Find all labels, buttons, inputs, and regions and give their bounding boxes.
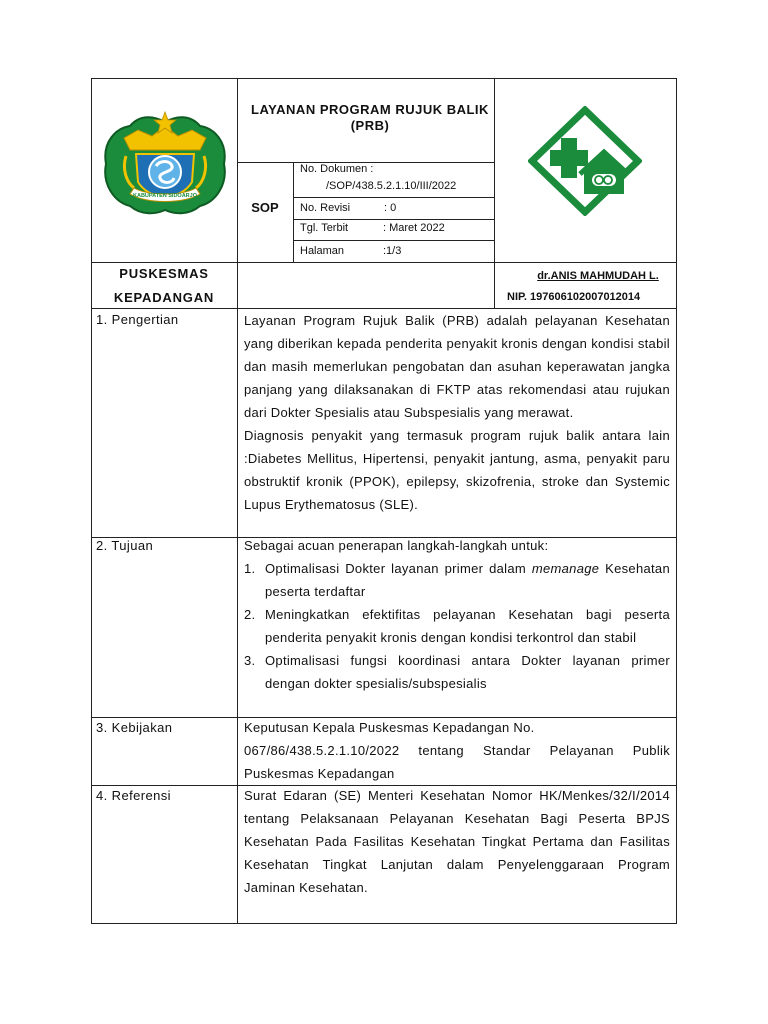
section-content-kebijakan <box>244 716 670 785</box>
list-item-text: Meningkatkan efektifitas pelayanan Kesehatan bagi peserta penderita penyakit kronis dengan kondisi terkontrol dan stabil <box>265 607 670 645</box>
section-content-referensi <box>244 784 670 899</box>
list-item-number: 2. <box>244 607 256 622</box>
section-label-tujuan: 2. Tujuan <box>96 538 154 553</box>
row-divider-2 <box>293 219 494 220</box>
puskesmas-logo-icon <box>528 106 642 216</box>
no-dokumen-label: No. Dokumen : <box>300 163 374 175</box>
kabupaten-sidoarjo-emblem-icon <box>96 108 234 220</box>
signatory-nip: NIP. 197606102007012014 <box>507 291 641 303</box>
list-item-text: Optimalisasi Dokter layanan primer dalam memanage Kesehatan peserta terdaftar <box>265 561 670 599</box>
italic-term: memanage <box>531 561 600 576</box>
list-item <box>244 557 670 603</box>
section-label-referensi: 4. Referensi <box>96 788 171 803</box>
no-revisi-label: No. Revisi <box>300 202 351 214</box>
puskesmas-name-line1: PUSKESMAS <box>119 266 209 281</box>
puskesmas-name-line2: KEPADANGAN <box>113 290 215 305</box>
pengertian-paragraph-2: Diagnosis penyakit yang termasuk program rujuk balik antara lain :Diabetes Mellitus, Hipertensi, penyakit jantung, asma, penyakit paru obstruktif kronik (PPOK), epilepsy, skizofrenia, stroke dan Systemic Lupus Erythematosus (SLE). <box>244 428 670 512</box>
referensi-text: Surat Edaran (SE) Menteri Kesehatan Nomor HK/Menkes/32/I/2014 tentang Pelaksanaan Pelayanan Kesehatan Bagi Peserta BPJS Kesehatan Pada Fasilitas Kesehatan Tingkat Pertama dan Fasilitas Kesehatan Tingkat Lanjutan dalam Penyelenggaraan Program Jaminan Kesehatan. <box>244 788 670 895</box>
signatory-block <box>495 266 677 308</box>
halaman-label: Halaman <box>300 245 345 257</box>
halaman-value: :1/3 <box>383 245 402 257</box>
header-divider-left <box>237 78 238 309</box>
no-revisi-value: : 0 <box>384 202 397 214</box>
section-content-pengertian <box>244 309 670 516</box>
kebijakan-line-rest: 067/86/438.5.2.1.10/2022 tentang Standar Pelayanan Publik Puskesmas Kepadangan <box>244 743 670 781</box>
tgl-terbit-label: Tgl. Terbit <box>300 222 349 234</box>
section-content-tujuan <box>244 534 670 695</box>
sop-label: SOP <box>251 200 279 215</box>
list-item-number: 3. <box>244 653 256 668</box>
list-item-text: Optimalisasi fungsi koordinasi antara Dokter layanan primer dengan dokter spesialis/subspesialis <box>265 653 670 691</box>
list-item <box>244 603 670 649</box>
no-dokumen-value: /SOP/438.5.2.1.10/III/2022 <box>326 180 457 192</box>
tgl-terbit-value: : Maret 2022 <box>383 222 445 234</box>
sop-divider <box>293 162 294 262</box>
pengertian-paragraph-1: Layanan Program Rujuk Balik (PRB) adalah pelayanan Kesehatan yang diberikan kepada penderita penyakit kronis dengan kondisi stabil dan masih memerlukan pengobatan dan asuhan keperawatan jangka panjang yang dilaksanakan di FKTP atas rekomendasi atau rujukan dari Dokter Spesialis atau Subspesialis yang merawat. <box>244 313 670 420</box>
row-divider-3 <box>293 240 494 241</box>
tujuan-intro: Sebagai acuan penerapan langkah-langkah untuk: <box>244 538 549 553</box>
signatory-name: dr.ANIS MAHMUDAH L. <box>537 270 659 282</box>
puskesmas-name <box>91 262 237 310</box>
section-label-pengertian: 1. Pengertian <box>96 312 179 327</box>
list-item-number: 1. <box>244 561 256 576</box>
row-divider-1 <box>293 197 494 198</box>
content-column-divider <box>237 309 238 924</box>
list-item <box>244 649 670 695</box>
kebijakan-line-1: Keputusan Kepala Puskesmas Kepadangan No. <box>244 720 535 735</box>
section-label-kebijakan: 3. Kebijakan <box>96 720 173 735</box>
document-title: LAYANAN PROGRAM RUJUK BALIK (PRB) <box>251 102 489 133</box>
svg-text:KABUPATEN SIDOARJO: KABUPATEN SIDOARJO <box>133 193 197 199</box>
